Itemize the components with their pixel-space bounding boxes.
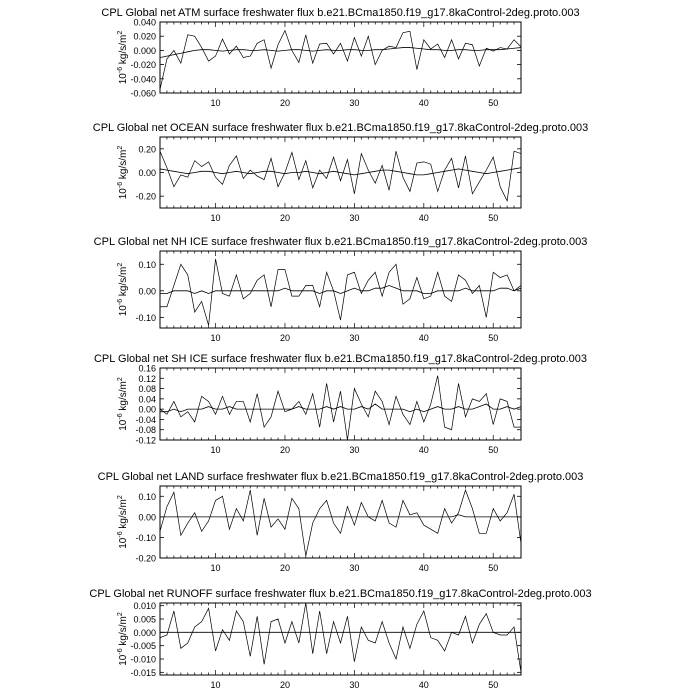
y-tick-label: -0.12 [135, 435, 156, 446]
x-tick-label: 10 [210, 563, 221, 573]
y-tick-label: 0.010 [133, 601, 156, 612]
y-axis-label-exponent: -6 [117, 413, 124, 420]
x-tick-label: 50 [488, 563, 499, 573]
x-tick-label: 40 [418, 563, 429, 573]
y-axis-label-unit-exponent: 2 [117, 30, 124, 35]
y-axis-label-base: 10 [118, 305, 129, 317]
series-line-smoothed [160, 515, 521, 517]
y-tick-label: -0.020 [130, 60, 156, 71]
x-tick-label: 10 [210, 680, 221, 690]
y-axis-label-exponent: -6 [117, 66, 124, 74]
y-tick-label: 0.16 [138, 363, 156, 374]
x-tick-label: 20 [279, 563, 290, 573]
x-tick-label: 30 [349, 563, 360, 573]
x-tick-label: 50 [488, 98, 499, 108]
y-tick-label: 0.040 [133, 17, 156, 28]
y-axis-label [117, 612, 129, 666]
plot-frame [160, 486, 521, 558]
y-tick-label: 0.00 [138, 286, 156, 297]
y-tick-label: 0.04 [138, 394, 156, 405]
y-axis-label-base: 10 [118, 537, 129, 549]
series-line-flux [160, 376, 521, 440]
y-tick-label: -0.10 [135, 312, 156, 323]
x-tick-label: 10 [210, 445, 221, 455]
y-tick-label: -0.20 [135, 191, 156, 202]
panel-5 [98, 471, 584, 573]
y-tick-label: 0.005 [133, 614, 156, 625]
x-tick-label: 40 [418, 213, 429, 223]
x-tick-label: 40 [418, 445, 429, 455]
x-tick-label: 30 [349, 98, 360, 108]
x-tick-label: 50 [488, 213, 499, 223]
panel-2 [93, 122, 589, 223]
y-tick-label: -0.040 [130, 74, 156, 85]
y-tick-label: 0.020 [133, 31, 156, 42]
series-group [160, 603, 521, 672]
x-tick-label: 40 [418, 98, 429, 108]
panel-3 [94, 236, 588, 343]
y-tick-label: 0.00 [138, 168, 156, 178]
series-group [160, 151, 521, 201]
series-group [160, 490, 521, 556]
y-tick-label: -0.060 [130, 88, 156, 99]
y-axis-label-base: 10 [118, 73, 129, 85]
series-group [160, 31, 521, 90]
panel-title: CPL Global net LAND surface freshwater flux b.e21.BCma1850.f19_g17.8kaControl-2deg.proto.003 [97, 471, 584, 483]
x-tick-label: 40 [418, 333, 429, 343]
x-tick-label: 10 [210, 98, 221, 108]
x-tick-label: 10 [210, 213, 221, 223]
y-tick-label: 0.00 [138, 404, 156, 415]
y-axis-label-unit-exponent: 2 [117, 145, 124, 150]
y-tick-label: 0.10 [138, 491, 156, 502]
y-axis-label-unit: kg/s/m [118, 616, 129, 649]
series-line-flux [160, 31, 521, 90]
y-tick-label: -0.20 [135, 553, 156, 564]
x-tick-label: 30 [349, 680, 360, 690]
plot-frame [160, 368, 521, 440]
x-tick-label: 50 [488, 333, 499, 343]
x-tick-label: 20 [279, 98, 290, 108]
y-tick-label: 0.10 [138, 259, 156, 270]
y-axis-label-unit: kg/s/m [118, 266, 129, 299]
panel-1 [101, 7, 579, 108]
y-axis-label-unit: kg/s/m [118, 149, 129, 182]
x-tick-label: 20 [279, 213, 290, 223]
series-line-flux [160, 259, 521, 325]
y-axis-label [117, 263, 129, 317]
x-tick-label: 40 [418, 680, 429, 690]
y-axis-label-unit: kg/s/m [118, 34, 129, 67]
y-axis-label-exponent: -6 [117, 531, 124, 538]
x-tick-label: 50 [488, 680, 499, 690]
y-axis-label-unit-exponent: 2 [117, 377, 124, 382]
y-axis-label [117, 31, 129, 85]
x-tick-label: 20 [279, 445, 290, 455]
panel-4 [94, 353, 587, 455]
y-tick-label: -0.005 [130, 641, 156, 652]
y-tick-label: -0.015 [130, 667, 156, 678]
y-axis-label [117, 495, 129, 549]
x-tick-label: 30 [349, 445, 360, 455]
y-axis-label-base: 10 [118, 654, 129, 666]
y-axis-label-exponent: -6 [117, 648, 124, 655]
y-axis-label-base: 10 [118, 419, 129, 431]
x-tick-label: 20 [279, 333, 290, 343]
y-axis-label-unit: kg/s/m [118, 499, 129, 532]
plot-frame [160, 603, 521, 675]
series-line-flux [160, 490, 521, 556]
series-group [160, 376, 521, 440]
y-tick-label: 0.08 [138, 384, 156, 395]
y-tick-label: 0.12 [138, 373, 156, 384]
y-axis-label-unit-exponent: 2 [117, 262, 124, 267]
y-axis-label [117, 146, 129, 200]
y-axis-label-exponent: -6 [117, 298, 124, 306]
x-tick-label: 30 [349, 333, 360, 343]
y-axis-label-unit-exponent: 2 [117, 495, 124, 500]
y-axis-label-base: 10 [118, 188, 129, 200]
series-line-flux [160, 151, 521, 201]
panel-title: CPL Global net NH ICE surface freshwater flux b.e21.BCma1850.f19_g17.8kaControl-2deg.proto.003 [93, 236, 588, 248]
panel-title: CPL Global net SH ICE surface freshwater flux b.e21.BCma1850.f19_g17.8kaControl-2deg.proto.003 [93, 353, 588, 365]
y-tick-label: 0.000 [133, 45, 156, 56]
y-tick-label: -0.08 [135, 425, 156, 436]
panel-title: CPL Global net ATM surface freshwater flux b.e21.BCma1850.f19_g17.8kaControl-2deg.proto.003 [101, 7, 580, 19]
x-tick-label: 50 [488, 445, 499, 455]
y-tick-label: -0.010 [130, 654, 156, 665]
series-line-smoothed [160, 48, 521, 58]
panel-title: CPL Global net OCEAN surface freshwater flux b.e21.BCma1850.f19_g17.8kaControl-2deg.proto.003 [92, 122, 589, 134]
y-axis-label [117, 377, 129, 431]
y-axis-label-exponent: -6 [117, 181, 124, 189]
y-tick-label: 0.20 [138, 144, 156, 155]
y-tick-label: 0.00 [138, 512, 156, 523]
y-axis-label-unit-exponent: 2 [117, 612, 124, 617]
y-axis-label-unit: kg/s/m [118, 381, 129, 414]
x-tick-label: 10 [210, 333, 221, 343]
series-line-flux [160, 603, 521, 672]
x-tick-label: 20 [279, 680, 290, 690]
panel-6 [89, 588, 591, 690]
series-group [160, 259, 521, 325]
y-tick-label: -0.10 [135, 532, 156, 543]
plot-frame [160, 251, 521, 328]
y-tick-label: -0.04 [135, 414, 156, 425]
y-tick-label: 0.000 [133, 627, 156, 638]
panel-title: CPL Global net RUNOFF surface freshwater flux b.e21.BCma1850.f19_g17.8kaControl-2deg.proto.003 [89, 588, 592, 600]
series-line-smoothed [160, 404, 521, 412]
x-tick-label: 30 [349, 213, 360, 223]
series-line-smoothed [160, 286, 521, 294]
